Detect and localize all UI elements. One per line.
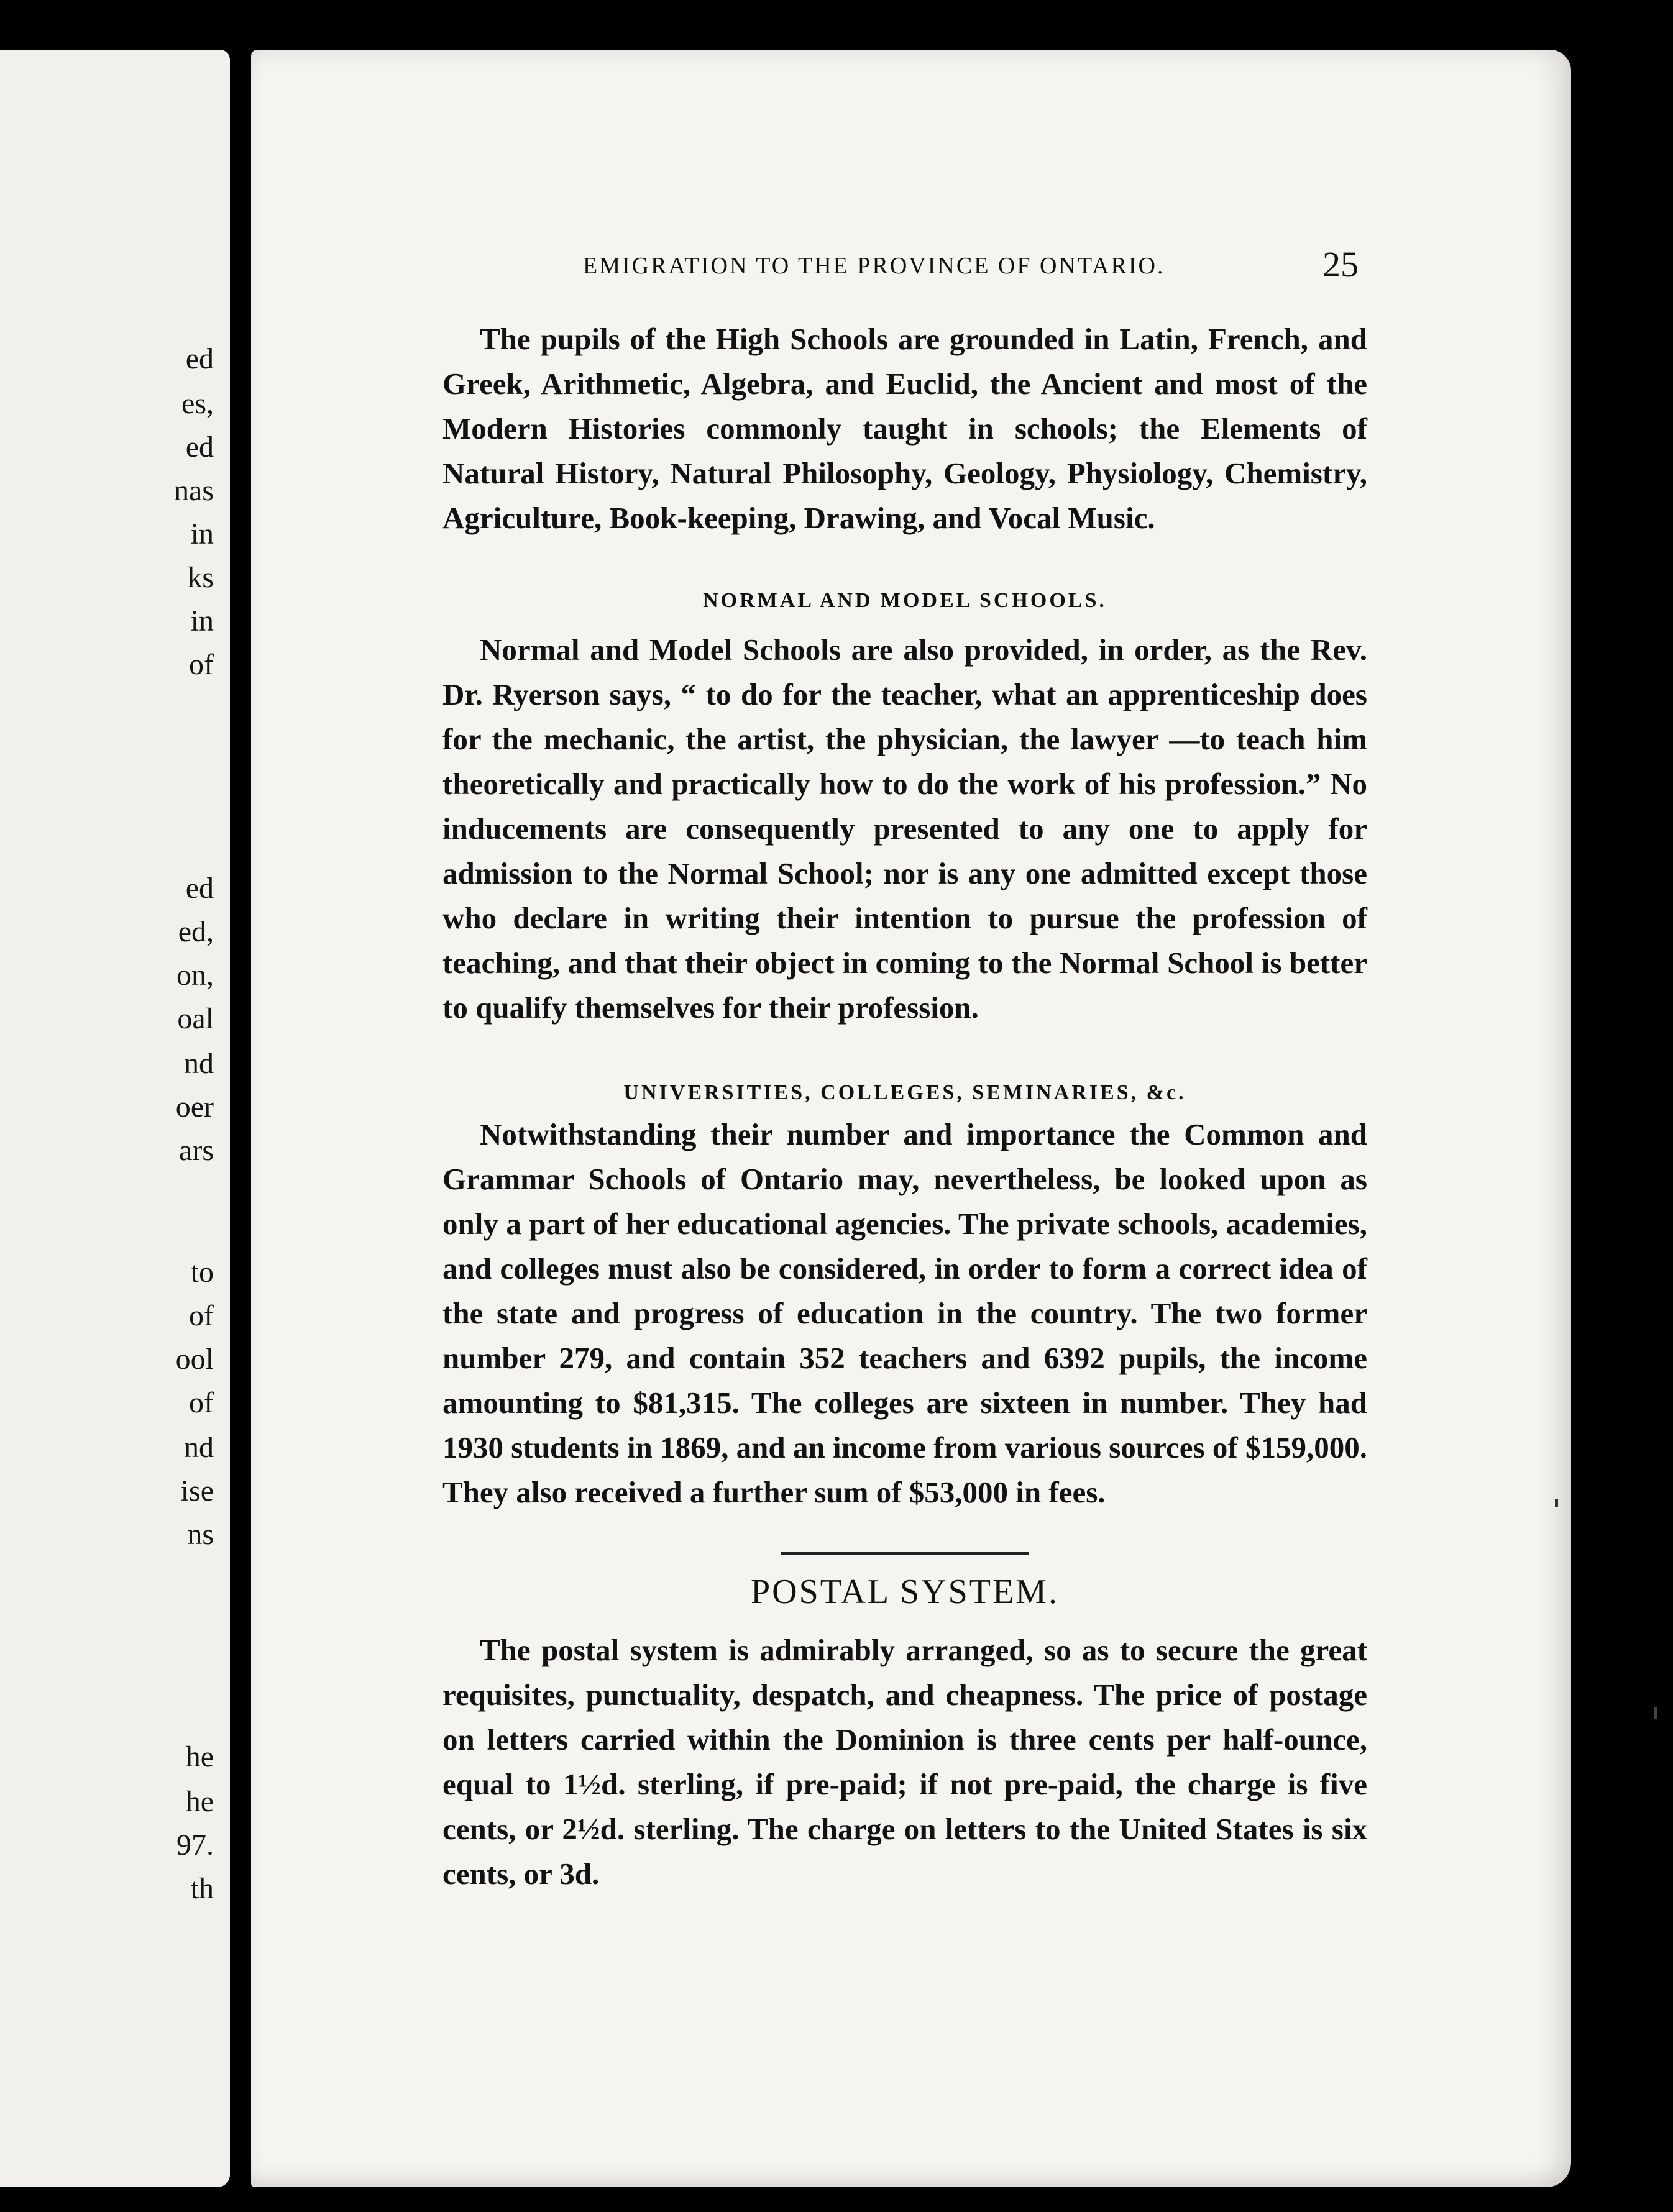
facing-page-fragment: oer bbox=[175, 1090, 214, 1123]
facing-page-fragment: ars bbox=[179, 1134, 214, 1167]
paragraph-postal-system: The postal system is admirably arranged, so as to secure the great requisites, punctuality, despatch, and cheapness. The price of postage on letters carried within the Dominion is three cents per half-ounce, equal to 1½d. sterling, if pre-paid; if not pre-paid, the charge is five cents, or 2½d. sterling. The charge on letters to the United States is six cents, or 3d. bbox=[442, 1633, 1367, 1891]
facing-page-fragment: in bbox=[190, 518, 214, 551]
running-header: EMIGRATION TO THE PROVINCE OF ONTARIO. bbox=[583, 253, 1165, 279]
heading-universities: UNIVERSITIES, COLLEGES, SEMINARIES, &c. bbox=[623, 1081, 1186, 1104]
facing-page-fragment: ed, bbox=[178, 915, 214, 948]
facing-page-fragment: he bbox=[185, 1785, 214, 1818]
facing-page-fragment: to bbox=[190, 1256, 214, 1289]
facing-page-fragment: in bbox=[190, 605, 214, 638]
facing-page-fragment: of bbox=[189, 1386, 214, 1419]
facing-page-fragment: of bbox=[189, 1299, 214, 1332]
facing-page-fragment: of bbox=[189, 648, 214, 681]
heading-normal-model-schools: NORMAL AND MODEL SCHOOLS. bbox=[703, 589, 1107, 612]
facing-page-fragment: oal bbox=[177, 1002, 214, 1035]
facing-page-fragment: 97. bbox=[176, 1829, 214, 1862]
paragraph-normal-schools: Normal and Model Schools are also provided, in order, as the Rev. Dr. Ryerson says, “ to do for the teacher, what an apprenticeship does for the mechanic, the artist, the physician, the lawyer —to teach him theoretically and practically how to do the work of his profession.” No inducements are consequently presented to any one to apply for admission to the Normal School; nor is any one admitted except those who declare in writing their intention to pursue the profession of teaching, and that their object in coming to the Normal School is better to qualify themselves for their profession. bbox=[442, 633, 1367, 1025]
facing-page-fragment: on, bbox=[176, 959, 214, 992]
facing-page-fragment: ed bbox=[185, 872, 214, 905]
facing-page-fragment: ns bbox=[187, 1518, 214, 1551]
facing-page-fragment: he bbox=[185, 1740, 214, 1773]
facing-page-fragment: ks bbox=[187, 561, 214, 594]
facing-page-fragment: ed bbox=[185, 431, 214, 464]
facing-page-fragment: nd bbox=[184, 1047, 214, 1080]
facing-page-fragment: th bbox=[190, 1872, 214, 1905]
facing-page-fragment: es, bbox=[181, 387, 214, 420]
ink-speck bbox=[1555, 1499, 1558, 1507]
page-number: 25 bbox=[1322, 244, 1359, 285]
facing-page-fragment: ed bbox=[185, 342, 214, 375]
facing-page-fragment: ise bbox=[180, 1474, 214, 1507]
paragraph-high-schools: The pupils of the High Schools are grounded in Latin, French, and Greek, Arithmetic, Algebra, and Euclid, the Ancient and most of the Modern Histories commonly taught in schools; the Elements of Natural History, Natural Philosophy, Geology, Physiology, Chemistry, Agriculture, Book-keeping, Drawing, and Vocal Music. bbox=[442, 322, 1367, 535]
facing-page-fragment: nd bbox=[184, 1431, 214, 1464]
paragraph-colleges: Notwithstanding their number and importance the Common and Grammar Schools of Ontario may, nevertheless, be looked upon as only a part of her educational agencies. The private schools, academies, and colleges must also be considered, in order to form a correct idea of the state and progress of education in the country. The two former number 279, and contain 352 teachers and 6392 pupils, the income amounting to $81,315. The colleges are sixteen in number. They had 1930 students in 1869, and an income from various sources of $159,000. They also received a further sum of $53,000 in fees. bbox=[442, 1117, 1367, 1509]
section-title-postal: POSTAL SYSTEM. bbox=[751, 1573, 1059, 1611]
facing-page-fragment: nas bbox=[174, 474, 214, 507]
ink-speck bbox=[1654, 1707, 1657, 1719]
facing-page-fragment: ool bbox=[175, 1343, 214, 1376]
